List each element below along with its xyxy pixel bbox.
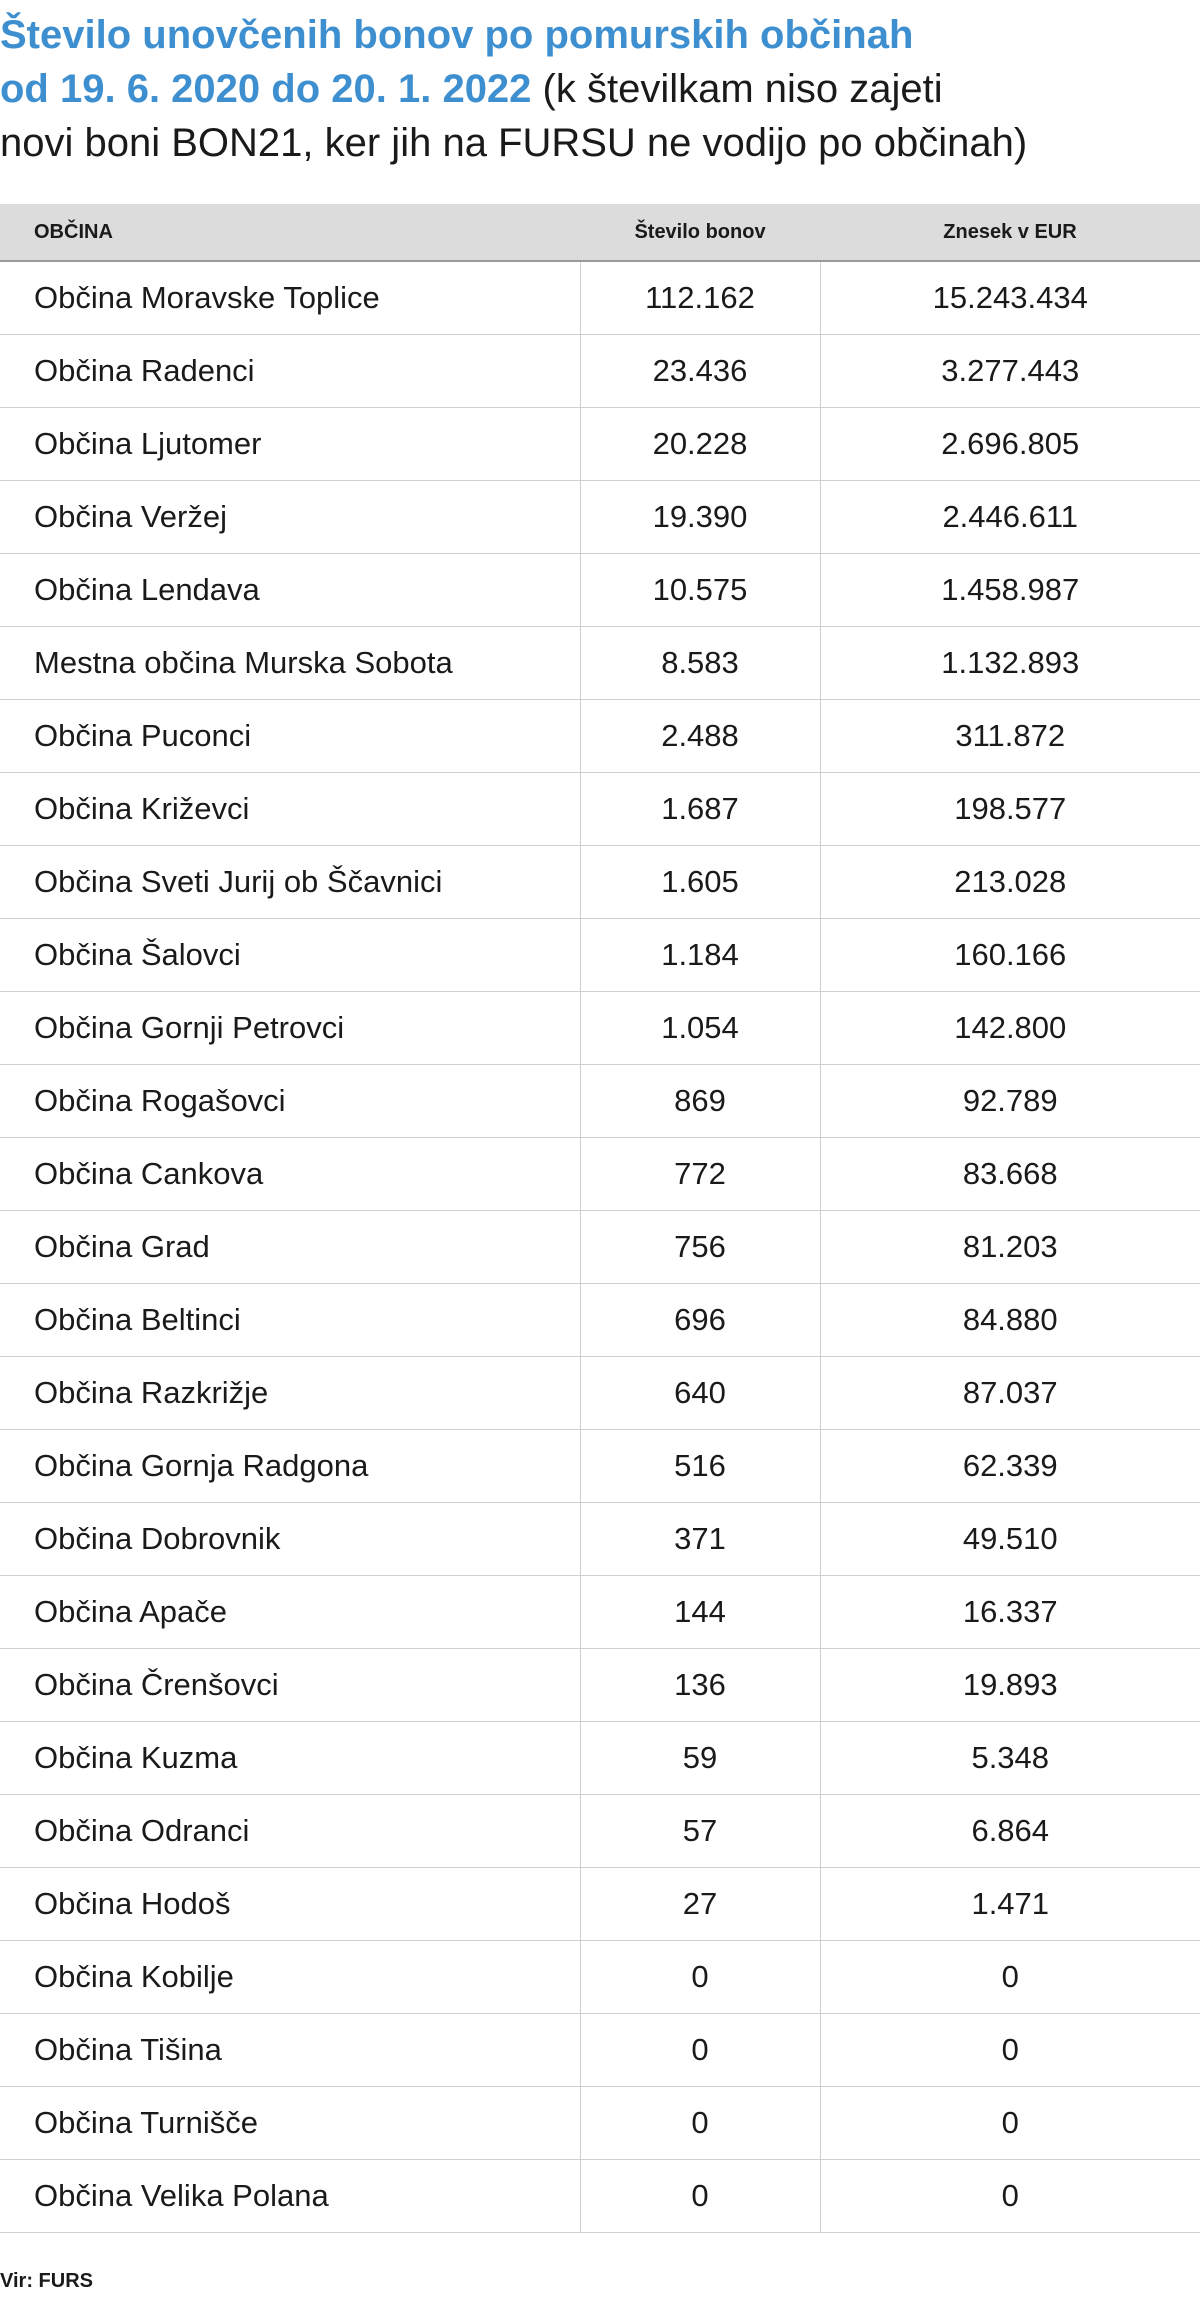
amount-eur-cell: 5.348 xyxy=(820,1722,1200,1795)
municipality-cell: Občina Turnišče xyxy=(0,2087,580,2160)
municipality-cell: Občina Odranci xyxy=(0,1795,580,1868)
table-row xyxy=(0,1357,1200,1430)
title-main: Število unovčenih bonov po pomurskih občinah xyxy=(0,13,914,57)
table-row xyxy=(0,2014,1200,2087)
voucher-count-cell: 371 xyxy=(580,1503,820,1576)
amount-eur-cell: 92.789 xyxy=(820,1065,1200,1138)
voucher-count-cell: 112.162 xyxy=(580,261,820,335)
municipality-cell: Občina Gornji Petrovci xyxy=(0,992,580,1065)
municipality-cell: Občina Rogašovci xyxy=(0,1065,580,1138)
amount-eur-cell: 1.458.987 xyxy=(820,554,1200,627)
voucher-count-cell: 20.228 xyxy=(580,408,820,481)
voucher-count-cell: 516 xyxy=(580,1430,820,1503)
voucher-count-cell: 869 xyxy=(580,1065,820,1138)
municipality-cell: Občina Moravske Toplice xyxy=(0,261,580,335)
table-row xyxy=(0,2160,1200,2233)
voucher-count-cell: 136 xyxy=(580,1649,820,1722)
amount-eur-cell: 62.339 xyxy=(820,1430,1200,1503)
column-header-municipality: OBČINA xyxy=(0,204,580,261)
amount-eur-cell: 1.471 xyxy=(820,1868,1200,1941)
title-block xyxy=(0,8,1200,170)
municipality-cell: Občina Kuzma xyxy=(0,1722,580,1795)
table-row xyxy=(0,700,1200,773)
voucher-count-cell: 640 xyxy=(580,1357,820,1430)
municipality-cell: Občina Razkrižje xyxy=(0,1357,580,1430)
voucher-count-cell: 27 xyxy=(580,1868,820,1941)
table-row xyxy=(0,261,1200,335)
table-row xyxy=(0,1211,1200,1284)
amount-eur-cell: 1.132.893 xyxy=(820,627,1200,700)
municipality-cell: Občina Cankova xyxy=(0,1138,580,1211)
municipality-cell: Občina Križevci xyxy=(0,773,580,846)
municipality-cell: Občina Velika Polana xyxy=(0,2160,580,2233)
amount-eur-cell: 81.203 xyxy=(820,1211,1200,1284)
column-header-voucher-count: Število bonov xyxy=(580,204,820,261)
table-row xyxy=(0,992,1200,1065)
table-row xyxy=(0,1576,1200,1649)
table-row xyxy=(0,1649,1200,1722)
amount-eur-cell: 49.510 xyxy=(820,1503,1200,1576)
amount-eur-cell: 213.028 xyxy=(820,846,1200,919)
title-line-2 xyxy=(0,62,1200,116)
amount-eur-cell: 0 xyxy=(820,1941,1200,2014)
voucher-count-cell: 1.687 xyxy=(580,773,820,846)
municipality-cell: Občina Veržej xyxy=(0,481,580,554)
table-row xyxy=(0,1868,1200,1941)
municipality-cell: Občina Gornja Radgona xyxy=(0,1430,580,1503)
voucher-count-cell: 10.575 xyxy=(580,554,820,627)
municipality-cell: Občina Ljutomer xyxy=(0,408,580,481)
amount-eur-cell: 16.337 xyxy=(820,1576,1200,1649)
table-row xyxy=(0,1284,1200,1357)
amount-eur-cell: 0 xyxy=(820,2014,1200,2087)
municipality-cell: Občina Črenšovci xyxy=(0,1649,580,1722)
table-row xyxy=(0,1138,1200,1211)
voucher-count-cell: 59 xyxy=(580,1722,820,1795)
amount-eur-cell: 6.864 xyxy=(820,1795,1200,1868)
municipality-cell: Občina Šalovci xyxy=(0,919,580,992)
table-row xyxy=(0,1795,1200,1868)
municipality-cell: Občina Lendava xyxy=(0,554,580,627)
voucher-count-cell: 1.054 xyxy=(580,992,820,1065)
municipality-cell: Občina Beltinci xyxy=(0,1284,580,1357)
voucher-count-cell: 0 xyxy=(580,2087,820,2160)
table-row xyxy=(0,1065,1200,1138)
table-row xyxy=(0,554,1200,627)
voucher-count-cell: 0 xyxy=(580,1941,820,2014)
voucher-count-cell: 696 xyxy=(580,1284,820,1357)
voucher-count-cell: 1.605 xyxy=(580,846,820,919)
table-row xyxy=(0,846,1200,919)
title-line-3 xyxy=(0,116,1200,170)
table-row xyxy=(0,335,1200,408)
voucher-count-cell: 0 xyxy=(580,2014,820,2087)
municipality-cell: Občina Grad xyxy=(0,1211,580,1284)
title-line-1 xyxy=(0,8,1200,62)
amount-eur-cell: 15.243.434 xyxy=(820,261,1200,335)
data-table-wrapper xyxy=(0,204,1200,2233)
voucher-count-cell: 772 xyxy=(580,1138,820,1211)
amount-eur-cell: 84.880 xyxy=(820,1284,1200,1357)
municipality-cell: Občina Tišina xyxy=(0,2014,580,2087)
voucher-count-cell: 2.488 xyxy=(580,700,820,773)
table-row xyxy=(0,481,1200,554)
source-note: Vir: FURS xyxy=(0,2270,93,2292)
amount-eur-cell: 198.577 xyxy=(820,773,1200,846)
amount-eur-cell: 0 xyxy=(820,2087,1200,2160)
municipality-cell: Občina Puconci xyxy=(0,700,580,773)
voucher-count-cell: 756 xyxy=(580,1211,820,1284)
amount-eur-cell: 3.277.443 xyxy=(820,335,1200,408)
table-row xyxy=(0,408,1200,481)
municipality-cell: Občina Hodoš xyxy=(0,1868,580,1941)
amount-eur-cell: 19.893 xyxy=(820,1649,1200,1722)
column-header-amount-eur: Znesek v EUR xyxy=(820,204,1200,261)
municipality-cell: Občina Sveti Jurij ob Ščavnici xyxy=(0,846,580,919)
table-row xyxy=(0,919,1200,992)
amount-eur-cell: 2.446.611 xyxy=(820,481,1200,554)
table-body xyxy=(0,261,1200,2233)
amount-eur-cell: 0 xyxy=(820,2160,1200,2233)
table-row xyxy=(0,1722,1200,1795)
amount-eur-cell: 142.800 xyxy=(820,992,1200,1065)
amount-eur-cell: 87.037 xyxy=(820,1357,1200,1430)
amount-eur-cell: 2.696.805 xyxy=(820,408,1200,481)
amount-eur-cell: 83.668 xyxy=(820,1138,1200,1211)
title-note-start: (k številkam niso zajeti xyxy=(531,67,943,111)
amount-eur-cell: 311.872 xyxy=(820,700,1200,773)
voucher-count-cell: 144 xyxy=(580,1576,820,1649)
table-row xyxy=(0,1941,1200,2014)
amount-eur-cell: 160.166 xyxy=(820,919,1200,992)
voucher-count-cell: 23.436 xyxy=(580,335,820,408)
table-row xyxy=(0,773,1200,846)
voucher-count-cell: 1.184 xyxy=(580,919,820,992)
voucher-count-cell: 57 xyxy=(580,1795,820,1868)
municipality-cell: Občina Radenci xyxy=(0,335,580,408)
municipality-cell: Občina Kobilje xyxy=(0,1941,580,2014)
municipality-cell: Občina Apače xyxy=(0,1576,580,1649)
municipality-cell: Mestna občina Murska Sobota xyxy=(0,627,580,700)
table-row xyxy=(0,627,1200,700)
table-header-row xyxy=(0,204,1200,261)
table-row xyxy=(0,1430,1200,1503)
title-note-end: novi boni BON21, ker jih na FURSU ne vodijo po občinah) xyxy=(0,121,1028,165)
title-date-range: od 19. 6. 2020 do 20. 1. 2022 xyxy=(0,67,532,111)
vouchers-table xyxy=(0,204,1200,2233)
voucher-count-cell: 19.390 xyxy=(580,481,820,554)
table-row xyxy=(0,2087,1200,2160)
table-row xyxy=(0,1503,1200,1576)
voucher-count-cell: 0 xyxy=(580,2160,820,2233)
municipality-cell: Občina Dobrovnik xyxy=(0,1503,580,1576)
voucher-count-cell: 8.583 xyxy=(580,627,820,700)
